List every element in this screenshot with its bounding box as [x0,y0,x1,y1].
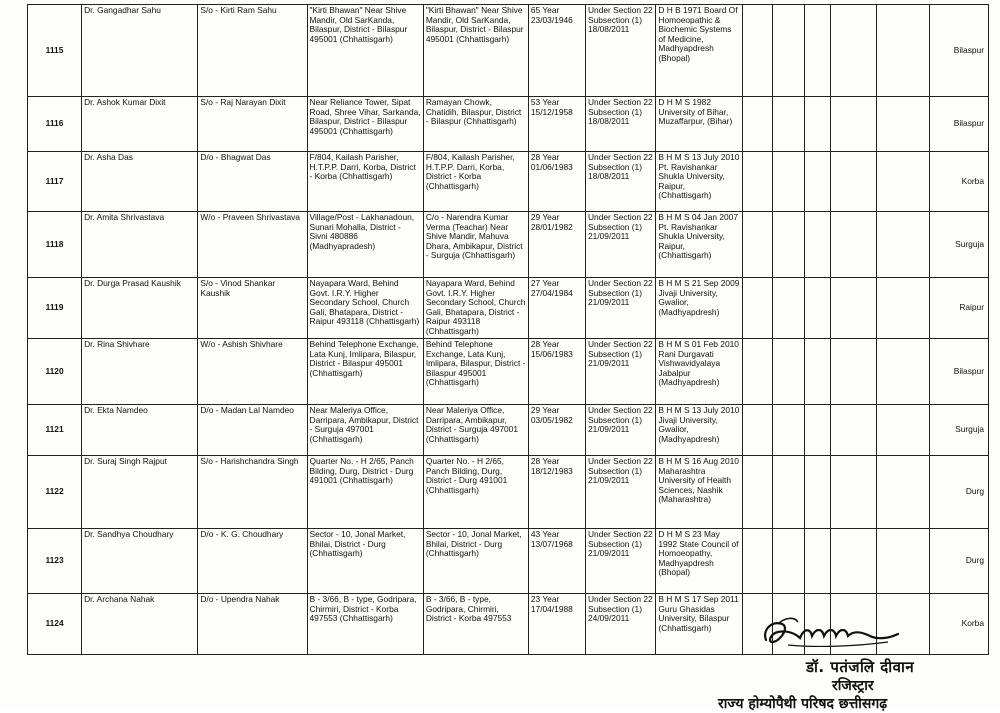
correspondence-address-cell: C/o - Narendra Kumar Verma (Teachar) Near Shive Mandir, Mahuva Dhara, Ambikapur, District - Surguja (Chhattisgarh) [423,212,528,278]
relation-cell: S/o - Vinod Shankar Kaushik [198,278,307,339]
permanent-address-cell: Village/Post - Lakhanadoun, Sunari Mohalla, District - Sivni 480886 (Madhyapradesh) [307,212,423,278]
qualification-cell: D H B 1971 Board Of Homoeopathic & Biochemic Systems of Medicine, Madhyapdresh (Bhopal) [656,5,743,97]
serial-number-cell: 1116 [28,97,82,152]
permanent-address-cell: "Kirti Bhawan" Near Shive Mandir, Old SarKanda, Bilaspur, District - Bilaspur 495001 (Chhattisgarh) [307,5,423,97]
empty-cell [805,97,831,152]
permanent-address-cell: F/804, Kailash Parisher, H.T.P.P. Darri, Korba, District - Korba (Chhattisgarh) [307,152,423,212]
empty-cell [830,97,876,152]
permanent-address-cell: B - 3/66, B - type, Godripara, Chirmiri, District - Korba 497553 (Chhattisgarh) [307,594,423,655]
serial-number-cell: 1121 [28,405,82,456]
permanent-address-cell: Near Maleriya Office, Darripara, Ambikapur, District - Surguja 497001 (Chhattisgarh) [307,405,423,456]
relation-cell: W/o - Praveen Shrivastava [198,212,307,278]
empty-cell [772,405,805,456]
correspondence-address-cell: Behind Telephone Exchange, Lata Kunj, Imlipara, Bilaspur, District - Bilaspur 495001 (Chhattisgarh) [423,339,528,405]
correspondence-address-cell: Nayapara Ward, Behind Govt. I.R.Y. Higher Secondary School, Church Gali, Bhatapara, District - Raipur 493118 (Chhattisgarh) [423,278,528,339]
serial-number-cell: 1122 [28,456,82,529]
name-cell: Dr. Suraj Singh Rajput [82,456,198,529]
age-dob-cell: 23 Year 17/04/1988 [528,594,585,655]
table-row [28,97,989,152]
empty-cell [772,97,805,152]
section-cell: Under Section 22 Subsection (1) 18/08/2011 [586,152,656,212]
empty-cell [830,529,876,594]
section-cell: Under Section 22 Subsection (1) 21/09/2011 [586,278,656,339]
table-row [28,152,989,212]
empty-cell [805,456,831,529]
empty-cell [876,278,929,339]
district-cell: Korba [929,594,988,655]
empty-cell [772,339,805,405]
empty-cell [830,339,876,405]
age-dob-cell: 28 Year 18/12/1983 [528,456,585,529]
correspondence-address-cell: Near Maleriya Office, Darripara, Ambikapur, District - Surguja 497001 (Chhattisgarh) [423,405,528,456]
age-dob-cell: 53 Year 15/12/1958 [528,97,585,152]
serial-number-cell: 1119 [28,278,82,339]
permanent-address-cell: Near Reliance Tower, Sipat Road, Shree Vihar, Sarkanda, Bilaspur, District - Bilaspur 495001 (Chhattisgarh) [307,97,423,152]
section-cell: Under Section 22 Subsection (1) 21/09/2011 [586,212,656,278]
table-row [28,5,989,97]
district-cell: Durg [929,456,988,529]
table-row [28,278,989,339]
empty-cell [830,212,876,278]
table-row [28,405,989,456]
empty-cell [743,97,773,152]
district-cell: Bilaspur [929,339,988,405]
section-cell: Under Section 22 Subsection (1) 21/09/2011 [586,529,656,594]
correspondence-address-cell: Sector - 10, Jonal Market, Bhilai, District - Durg (Chhattisgarh) [423,529,528,594]
age-dob-cell: 27 Year 27/04/1984 [528,278,585,339]
correspondence-address-cell: "Kirti Bhawan" Near Shive Mandir, Old SarKanda, Bilaspur, District - Bilaspur 495001 (Chhattisgarh) [423,5,528,97]
section-cell: Under Section 22 Subsection (1) 18/08/2011 [586,5,656,97]
empty-cell [805,529,831,594]
age-dob-cell: 28 Year 15/06/1983 [528,339,585,405]
relation-cell: W/o - Ashish Shivhare [198,339,307,405]
empty-cell [772,152,805,212]
empty-cell [876,212,929,278]
empty-cell [805,278,831,339]
relation-cell: D/o - Upendra Nahak [198,594,307,655]
district-cell: Raipur [929,278,988,339]
qualification-cell: D H M S 1982 University of Bihar, Muzaffarpur, (Bihar) [656,97,743,152]
relation-cell: S/o - Raj Narayan Dixit [198,97,307,152]
qualification-cell: B H M S 13 July 2010 Pt. Ravishankar Shukla University, Raipur, (Chhattisgarh) [656,152,743,212]
name-cell: Dr. Ashok Kumar Dixit [82,97,198,152]
age-dob-cell: 65 Year 23/03/1946 [528,5,585,97]
age-dob-cell: 43 Year 13/07/1968 [528,529,585,594]
empty-cell [743,278,773,339]
qualification-cell: B H M S 04 Jan 2007 Pt. Ravishankar Shukla University, Raipur, (Chhattisgarh) [656,212,743,278]
name-cell: Dr. Asha Das [82,152,198,212]
empty-cell [743,529,773,594]
registration-table-body [28,5,989,655]
name-cell: Dr. Durga Prasad Kaushik [82,278,198,339]
serial-number-cell: 1124 [28,594,82,655]
empty-cell [772,456,805,529]
relation-cell: D/o - Bhagwat Das [198,152,307,212]
section-cell: Under Section 22 Subsection (1) 24/09/2011 [586,594,656,655]
correspondence-address-cell: Quarter No. - H 2/65, Panch Bilding, Durg, District - Durg 491001 (Chhattisgarh) [423,456,528,529]
district-cell: Surguja [929,212,988,278]
relation-cell: D/o - Madan Lal Namdeo [198,405,307,456]
district-cell: Bilaspur [929,97,988,152]
section-cell: Under Section 22 Subsection (1) 21/09/2011 [586,339,656,405]
empty-cell [805,5,831,97]
qualification-cell: B H M S 17 Sep 2011 Guru Ghasidas University, Bilaspur (Chhattisgarh) [656,594,743,655]
name-cell: Dr. Gangadhar Sahu [82,5,198,97]
age-dob-cell: 29 Year 03/05/1982 [528,405,585,456]
table-row [28,339,989,405]
table-row [28,212,989,278]
empty-cell [830,152,876,212]
district-cell: Bilaspur [929,5,988,97]
relation-cell: D/o - K. G. Choudhary [198,529,307,594]
section-cell: Under Section 22 Subsection (1) 21/09/2011 [586,405,656,456]
empty-cell [830,278,876,339]
serial-number-cell: 1115 [28,5,82,97]
permanent-address-cell: Sector - 10, Jonal Market, Bhilai, District - Durg (Chhattisgarh) [307,529,423,594]
relation-cell: S/o - Harishchandra Singh [198,456,307,529]
empty-cell [805,152,831,212]
empty-cell [772,529,805,594]
empty-cell [772,278,805,339]
empty-cell [743,152,773,212]
registrar-title: रजिस्ट्रार [832,678,874,694]
table-row [28,456,989,529]
name-cell: Dr. Amita Shrivastava [82,212,198,278]
empty-cell [876,5,929,97]
empty-cell [772,5,805,97]
name-cell: Dr. Sandhya Choudhary [82,529,198,594]
empty-cell [876,529,929,594]
age-dob-cell: 29 Year 28/01/1982 [528,212,585,278]
empty-cell [743,5,773,97]
section-cell: Under Section 22 Subsection (1) 18/08/2011 [586,97,656,152]
section-cell: Under Section 22 Subsection (1) 21/09/2011 [586,456,656,529]
signature-image [758,612,908,652]
permanent-address-cell: Quarter No. - H 2/65, Panch Bilding, Durg, District - Durg 491001 (Chhattisgarh) [307,456,423,529]
empty-cell [805,339,831,405]
age-dob-cell: 28 Year 01/06/1983 [528,152,585,212]
name-cell: Dr. Ekta Namdeo [82,405,198,456]
qualification-cell: B H M S 21 Sep 2009 Jivaji University, Gwalior, (Madhyapdresh) [656,278,743,339]
name-cell: Dr. Archana Nahak [82,594,198,655]
empty-cell [743,405,773,456]
permanent-address-cell: Nayapara Ward, Behind Govt. I.R.Y. Higher Secondary School, Church Gali, Bhatapara, District - Raipur 493118 (Chhattisgarh) [307,278,423,339]
district-cell: Surguja [929,405,988,456]
empty-cell [743,212,773,278]
empty-cell [830,5,876,97]
table-row [28,529,989,594]
registration-table [27,4,989,655]
empty-cell [876,405,929,456]
qualification-cell: B H M S 16 Aug 2010 Maharashtra University of Health Sciences, Nashik (Maharashtra) [656,456,743,529]
correspondence-address-cell: Ramayan Chowk, Chatidih, Bilaspur, District - Bilaspur (Chhattisgarh) [423,97,528,152]
empty-cell [805,405,831,456]
empty-cell [830,456,876,529]
empty-cell [743,339,773,405]
correspondence-address-cell: F/804, Kailash Parisher, H.T.P.P. Darri, Korba, District - Korba (Chhattisgarh) [423,152,528,212]
empty-cell [830,405,876,456]
correspondence-address-cell: B - 3/66, B - type, Godripara, Chirmiri, District - Korba 497553 [423,594,528,655]
serial-number-cell: 1123 [28,529,82,594]
district-cell: Durg [929,529,988,594]
empty-cell [772,212,805,278]
council-name: राज्य होम्योपैथी परिषद छत्तीसगढ़ [718,696,888,712]
empty-cell [876,456,929,529]
qualification-cell: B H M S 13 July 2010 Jivaji University, Gwalior, (Madhyapdresh) [656,405,743,456]
name-cell: Dr. Rina Shivhare [82,339,198,405]
qualification-cell: B H M S 01 Feb 2010 Rani Durgavati Vishwavidyalaya Jabalpur (Madhyapdresh) [656,339,743,405]
serial-number-cell: 1117 [28,152,82,212]
qualification-cell: D H M S 23 May 1992 State Council of Homoeopathy, Madhyapdresh (Bhopal) [656,529,743,594]
serial-number-cell: 1120 [28,339,82,405]
empty-cell [876,152,929,212]
permanent-address-cell: Behind Telephone Exchange, Lata Kunj, Imlipara, Bilaspur, District - Bilaspur 495001 (Chhattisgarh) [307,339,423,405]
serial-number-cell: 1118 [28,212,82,278]
empty-cell [876,339,929,405]
empty-cell [876,97,929,152]
relation-cell: S/o - Kirti Ram Sahu [198,5,307,97]
district-cell: Korba [929,152,988,212]
empty-cell [743,456,773,529]
empty-cell [805,212,831,278]
registrar-name: डॉ. पतंजलि दीवान [806,658,915,676]
